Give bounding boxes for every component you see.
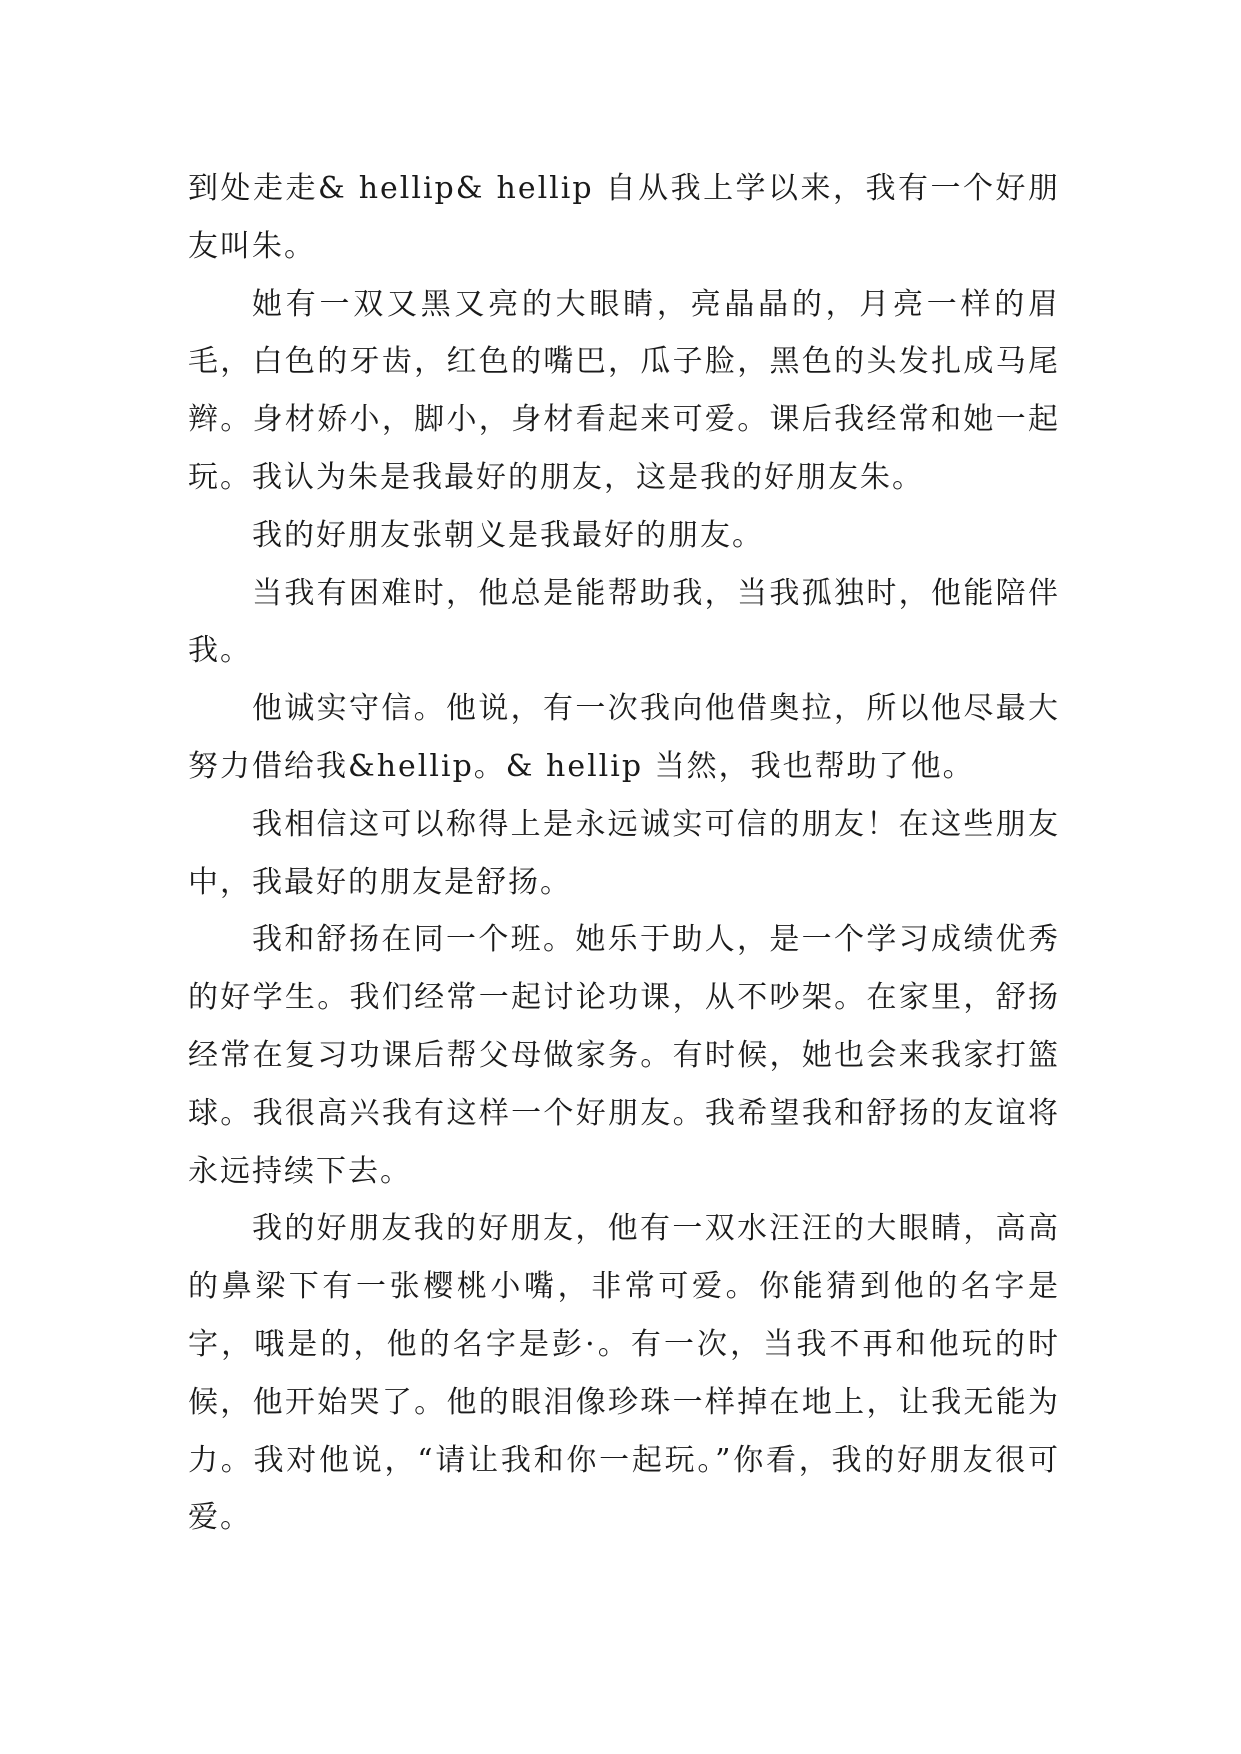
paragraph: 当我有困难时，他总是能帮助我，当我孤独时，他能陪伴我。 — [188, 575, 1060, 669]
paragraph: 我的好朋友张朝义是我最好的朋友。 — [252, 517, 764, 553]
paragraph: 他诚实守信。他说，有一次我向他借奥拉，所以他尽最大努力借给我&hellip。& hellip 当然，我也帮助了他。 — [188, 691, 1060, 784]
paragraph: 我相信这可以称得上是永远诚实可信的朋友！在这些朋友中，我最好的朋友是舒扬。 — [188, 806, 1060, 900]
paragraph: 到处走走& hellip& hellip 自从我上学以来，我有一个好朋友叫朱。 — [188, 171, 1060, 264]
paragraph: 她有一双又黑又亮的大眼睛，亮晶晶的，月亮一样的眉毛，白色的牙齿，红色的嘴巴，瓜子脸，黑色的头发扎成马尾辫。身材娇小，脚小，身材看起来可爱。课后我经常和她一起玩。我认为朱是我最好的朋友，这是我的好朋友朱。 — [188, 286, 1060, 495]
paragraph: 我的好朋友我的好朋友，他有一双水汪汪的大眼睛，高高的鼻梁下有一张樱桃小嘴，非常可爱。你能猜到他的名字是字，哦是的，他的名字是彭·。有一次，当我不再和他玩的时候，他开始哭了。他的眼泪像珍珠一样掉在地上，让我无能为力。我对他说，“请让我和你一起玩。”你看，我的好朋友很可爱。 — [188, 1211, 1060, 1536]
paragraph: 我和舒扬在同一个班。她乐于助人，是一个学习成绩优秀的好学生。我们经常一起讨论功课，从不吵架。在家里，舒扬经常在复习功课后帮父母做家务。有时候，她也会来我家打篮球。我很高兴我有这样一个好朋友。我希望我和舒扬的友谊将永远持续下去。 — [188, 922, 1060, 1189]
document-body — [188, 160, 1060, 1547]
